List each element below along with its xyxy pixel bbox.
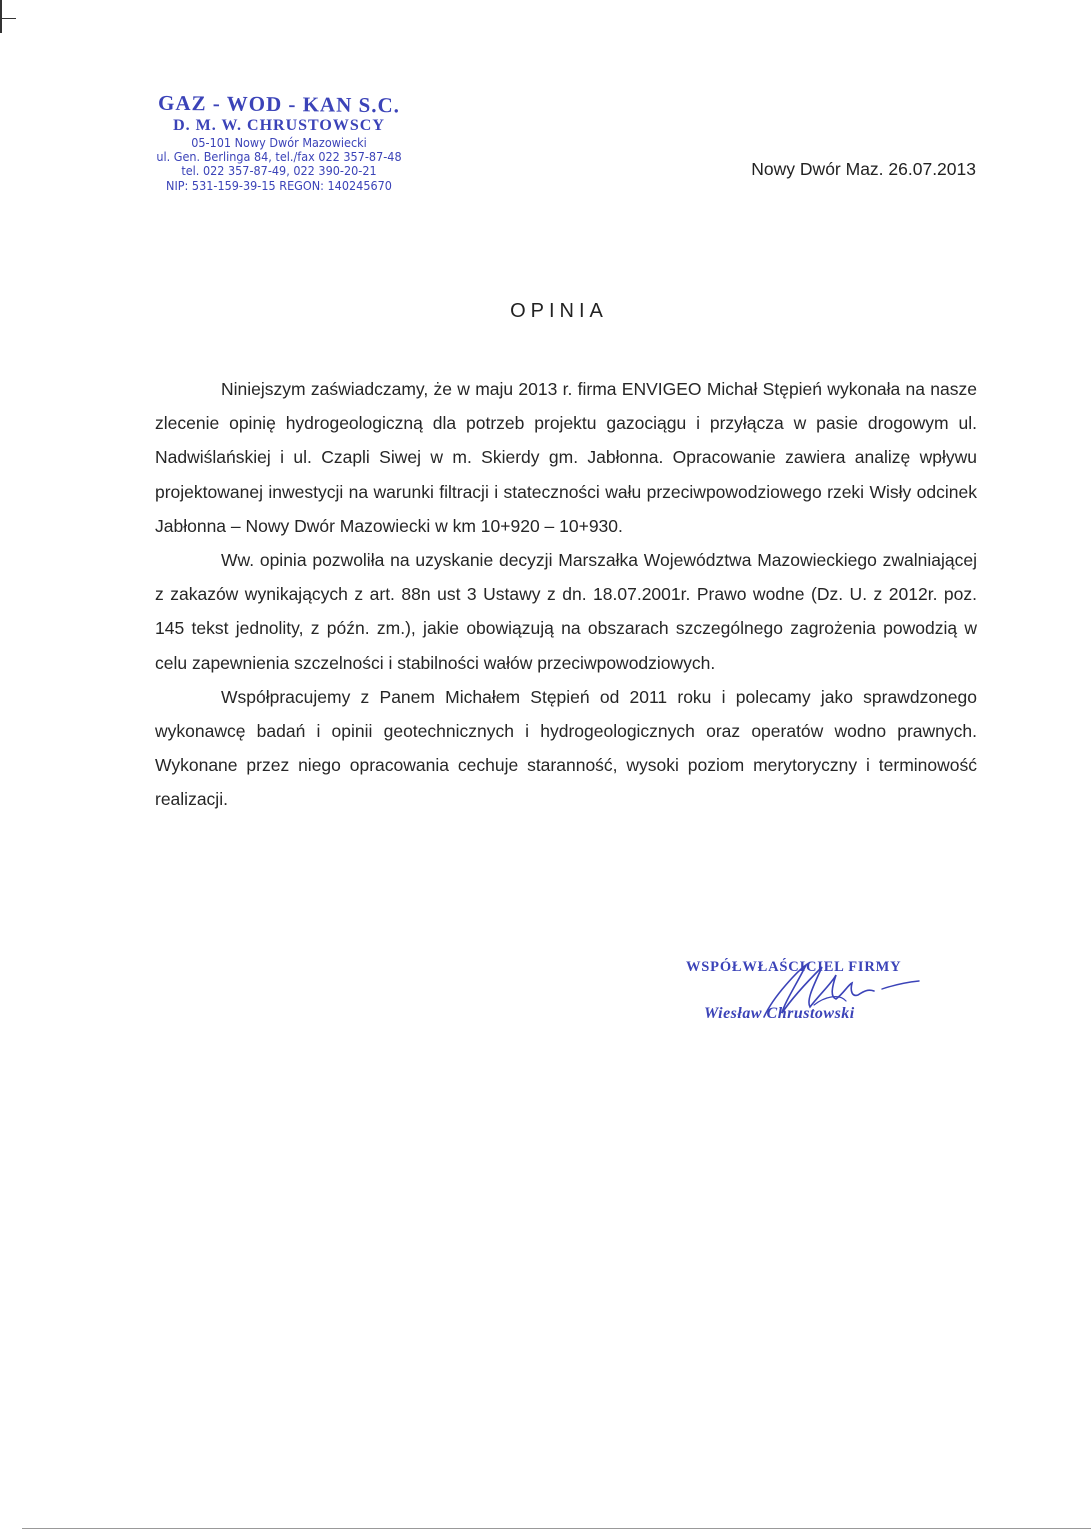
letter-body (155, 372, 977, 817)
paragraph-3: Współpracujemy z Panem Michałem Stępień od 2011 roku i polecamy jako sprawdzonego wykonawcę badań i opinii geotechnicznych i hydrogeologicznych oraz operatów wodno prawnych. Wykonane przez niego opracowania cechuje staranność, wysoki poziom merytoryczny i terminowość realizacji. (155, 686, 977, 810)
document-title: OPINIA (510, 300, 608, 322)
date-line: Nowy Dwór Maz. 26.07.2013 (751, 159, 976, 179)
signature-role: WSPÓŁWŁAŚCICIEL FIRMY (686, 959, 902, 975)
paragraph-2: Ww. opinia pozwoliła na uzyskanie decyzji Marszałka Województwa Mazowieckiego zwalniającej z zakazów wynikających z art. 88n ust 3 Ustawy z dn. 18.07.2001r. Prawo wodne (Dz. U. z 2012r. poz. 145 tekst jednolity, z późn. zm.), jakie obowiązują na obszarach szczególnego zagrożenia powodzią w celu zapewnienia szczelności i stabilności wałów przeciwpowodziowych. (155, 550, 977, 673)
scan-edge-mark-dash (0, 18, 16, 19)
scan-bottom-line (22, 1528, 1091, 1529)
handwritten-signature (744, 955, 924, 1025)
company-stamp (134, 92, 424, 193)
stamp-company-name: GAZ - WOD - KAN S.C. (157, 90, 401, 118)
scan-edge-mark-top (0, 0, 2, 33)
stamp-owners: D. M. W. CHRUSTOWSCY (173, 117, 385, 135)
stamp-phones: tel. 022 357-87-49, 022 390-20-21 (181, 163, 377, 179)
stamp-ids: NIP: 531-159-39-15 REGON: 140245670 (166, 177, 392, 193)
stamp-postal: 05-101 Nowy Dwór Mazowiecki (191, 134, 367, 150)
stamp-street: ul. Gen. Berlinga 84, tel./fax 022 357-87-48 (156, 148, 402, 164)
paragraph-1: Niniejszym zaświadczamy, że w maju 2013 r. firma ENVIGEO Michał Stępień wykonała na nasze zlecenie opinię hydrogeologiczną dla potrzeb projektu gazociągu i przyłącza w pasie drogowym ul. Nadwiślańskiej i ul. Czapli Siwej w m. Skierdy gm. Jabłonna. Opracowanie zawiera analizę wpływu projektowanej inwestycji na warunki filtracji i stateczności wału przeciwpowodziowego rzeki Wisły odcinek Jabłonna – Nowy Dwór Mazowiecki w km 10+920 – 10+930. (155, 379, 977, 536)
signature-stamp (684, 955, 934, 1045)
signature-name: Wiesław Chrustowski (704, 1005, 855, 1022)
